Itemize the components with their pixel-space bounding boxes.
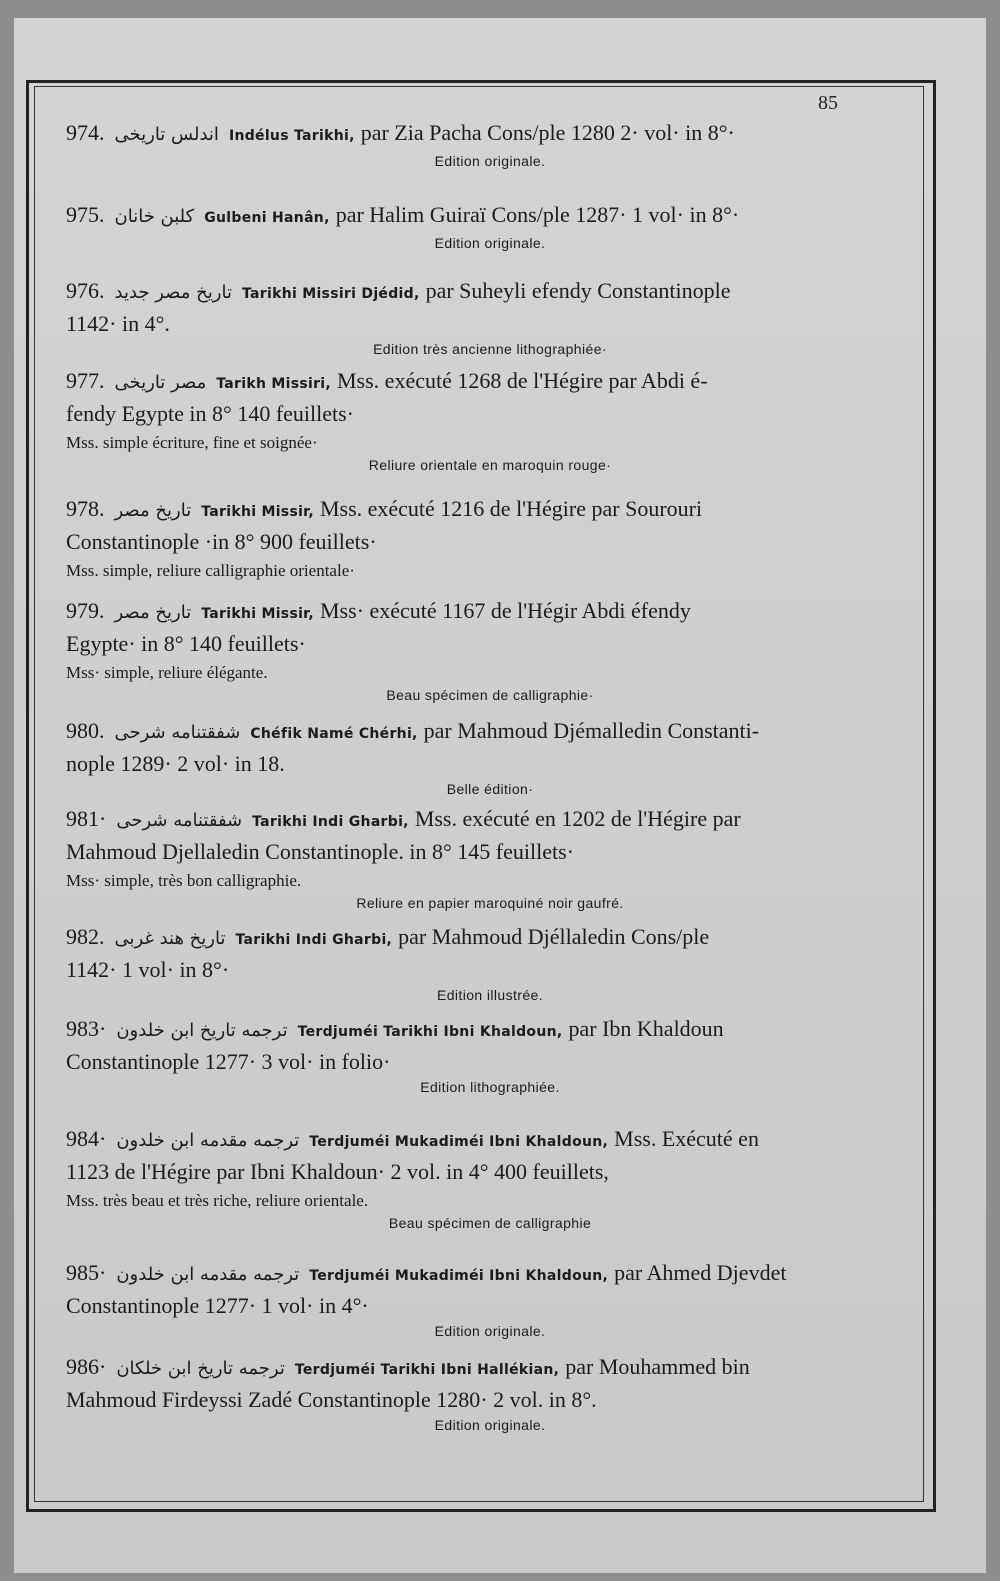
catalogue-entry — [66, 276, 914, 359]
entry-heading-line — [66, 1258, 914, 1291]
entry-detail: par Mahmoud Djéllaledin Cons/ple — [398, 924, 710, 949]
entry-edition-note: Reliure en papier maroquiné noir gaufré. — [356, 895, 624, 911]
entry-number: 974. — [66, 120, 105, 145]
entry-heading-line — [66, 716, 914, 749]
page-number: 85 — [818, 92, 838, 114]
entry-continuation: nople 1289· 2 vol· in 18. — [66, 751, 285, 776]
catalogue-entry — [66, 716, 914, 799]
entry-detail: Mss. exécuté 1216 de l'Hégire par Sourouri — [319, 496, 703, 521]
entry-heading-line — [66, 1352, 914, 1385]
catalogue-entry — [66, 200, 914, 253]
entry-arabic-title: تاريخ مصر — [114, 500, 192, 521]
entry-title: Tarikhi Indi Gharbi, — [235, 932, 393, 948]
catalogue-entry — [66, 494, 914, 583]
entry-continuation: 1142· in 4°. — [66, 311, 170, 336]
catalogue-entry — [66, 366, 914, 475]
entry-title: Tarikhi Missir, — [201, 504, 314, 520]
entry-arabic-title: ترجمه تاريخ ابن خلكان — [116, 1358, 285, 1379]
catalogue-entry — [66, 118, 914, 171]
entry-note: Mss· simple, très bon calligraphie. — [66, 871, 302, 890]
entry-detail: Mss. exécuté 1268 de l'Hégire par Abdi é- — [337, 368, 708, 393]
entry-detail: par Ibn Khaldoun — [568, 1016, 724, 1041]
entry-number: 979. — [66, 598, 105, 623]
entry-continuation: Mahmoud Djellaledin Constantinople. in 8° 145 feuillets· — [66, 839, 574, 864]
entry-heading-line — [66, 804, 914, 837]
entry-continuation: Mahmoud Firdeyssi Zadé Constantinople 1280· 2 vol. in 8°. — [66, 1387, 597, 1412]
entry-arabic-title: شفقتنامه شرحى — [116, 810, 243, 831]
entry-continuation: Constantinople ·in 8° 900 feuillets· — [66, 529, 377, 554]
entry-detail: Mss. exécuté en 1202 de l'Hégire par — [414, 806, 741, 831]
entry-arabic-title: مصر تاريخى — [114, 372, 207, 393]
entry-heading-line — [66, 366, 914, 399]
catalogue-entry — [66, 596, 914, 705]
entry-note: Mss. simple écriture, fine et soignée· — [66, 433, 318, 452]
entry-continuation: 1142· 1 vol· in 8°· — [66, 957, 230, 982]
entry-number: 983· — [66, 1016, 107, 1041]
entry-title: Terdjuméi Tarikhi Ibni Khaldoun, — [297, 1024, 563, 1040]
entry-arabic-title: كلبن خانان — [114, 206, 195, 227]
catalogue-entry — [66, 922, 914, 1005]
entry-continuation: Constantinople 1277· 3 vol· in folio· — [66, 1049, 391, 1074]
entry-edition-note: Edition originale. — [434, 1417, 546, 1433]
entry-title: Terdjuméi Mukadiméi Ibni Khaldoun, — [309, 1268, 609, 1284]
entry-arabic-title: تاريخ هند غربى — [114, 928, 226, 949]
entry-number: 977. — [66, 368, 105, 393]
entry-number: 981· — [66, 806, 107, 831]
entry-arabic-title: ترجمه مقدمه ابن خلدون — [116, 1264, 300, 1285]
entry-heading-line — [66, 1124, 914, 1157]
catalogue-entry — [66, 1258, 914, 1341]
entry-number: 984· — [66, 1126, 107, 1151]
entry-number: 976. — [66, 278, 105, 303]
entry-detail: par Mahmoud Djémalledin Constanti- — [423, 718, 760, 743]
entry-arabic-title: تاريخ مصر — [114, 602, 192, 623]
entry-heading-line — [66, 596, 914, 629]
entry-edition-note: Edition originale. — [434, 235, 546, 251]
entry-heading-line — [66, 1014, 914, 1047]
entry-detail: Mss. Exécuté en — [614, 1126, 759, 1151]
entry-edition-note: Edition illustrée. — [436, 987, 544, 1003]
entry-edition-note: Edition très ancienne lithographiée· — [373, 341, 607, 357]
entry-number: 975. — [66, 202, 105, 227]
entry-detail: par Mouhammed bin — [565, 1354, 750, 1379]
entry-number: 980. — [66, 718, 105, 743]
entry-detail: par Ahmed Djevdet — [614, 1260, 787, 1285]
entry-heading-line — [66, 118, 914, 151]
entry-heading-line — [66, 200, 914, 233]
catalogue-entry — [66, 1124, 914, 1233]
catalogue-entry — [66, 1352, 914, 1435]
entry-number: 986· — [66, 1354, 107, 1379]
entry-title: Terdjuméi Tarikhi Ibni Hallékian, — [294, 1362, 560, 1378]
entry-edition-note: Belle édition· — [446, 781, 534, 797]
entry-note: Mss. très beau et très riche, reliure orientale. — [66, 1191, 369, 1210]
entry-continuation: 1123 de l'Hégire par Ibni Khaldoun· 2 vol. in 4° 400 feuillets, — [66, 1159, 609, 1184]
entry-arabic-title: اندلس تاريخى — [114, 124, 219, 145]
entry-number: 985· — [66, 1260, 107, 1285]
entry-heading-line — [66, 276, 914, 309]
entry-detail: Mss· exécuté 1167 de l'Hégir Abdi éfendy — [319, 598, 691, 623]
entry-title: Indélus Tarikhi, — [228, 128, 355, 144]
entry-title: Tarikhi Indi Gharbi, — [252, 814, 409, 830]
entry-continuation: fendy Egypte in 8° 140 feuillets· — [66, 401, 355, 426]
entry-detail: par Zia Pacha Cons/ple 1280 2· vol· in 8°· — [360, 120, 735, 145]
entry-edition-note: Reliure orientale en maroquin rouge· — [368, 457, 612, 473]
entry-edition-note: Beau spécimen de calligraphie — [388, 1215, 592, 1231]
entry-title: Gulbeni Hanân, — [204, 210, 330, 226]
entry-heading-line — [66, 922, 914, 955]
entry-title: Tarikh Missiri, — [216, 376, 331, 392]
entry-number: 978. — [66, 496, 105, 521]
entry-continuation: Egypte· in 8° 140 feuillets· — [66, 631, 306, 656]
entry-title: Tarikhi Missiri Djédid, — [241, 286, 420, 302]
entry-title: Chéfik Namé Chérhi, — [250, 726, 418, 742]
entry-heading-line — [66, 494, 914, 527]
entry-arabic-title: ترجمه مقدمه ابن خلدون — [116, 1130, 300, 1151]
entry-detail: par Halim Guiraï Cons/ple 1287· 1 vol· in 8°· — [335, 202, 740, 227]
entry-note: Mss· simple, reliure élégante. — [66, 663, 268, 682]
entry-edition-note: Edition originale. — [434, 153, 546, 169]
entry-edition-note: Beau spécimen de calligraphie· — [386, 687, 594, 703]
entry-title: Tarikhi Missir, — [201, 606, 314, 622]
entry-arabic-title: تاريخ مصر جديد — [114, 282, 232, 303]
entry-arabic-title: شفقتنامه شرحى — [114, 722, 241, 743]
entry-arabic-title: ترجمه تاريخ ابن خلدون — [116, 1020, 288, 1041]
entry-title: Terdjuméi Mukadiméi Ibni Khaldoun, — [309, 1134, 609, 1150]
entry-edition-note: Edition originale. — [434, 1323, 546, 1339]
entry-detail: par Suheyli efendy Constantinople — [425, 278, 731, 303]
entry-continuation: Constantinople 1277· 1 vol· in 4°· — [66, 1293, 369, 1318]
catalogue-entry — [66, 804, 914, 913]
catalogue-entry — [66, 1014, 914, 1097]
entry-edition-note: Edition lithographiée. — [420, 1079, 560, 1095]
entry-note: Mss. simple, reliure calligraphie orientale· — [66, 561, 355, 580]
entry-number: 982. — [66, 924, 105, 949]
